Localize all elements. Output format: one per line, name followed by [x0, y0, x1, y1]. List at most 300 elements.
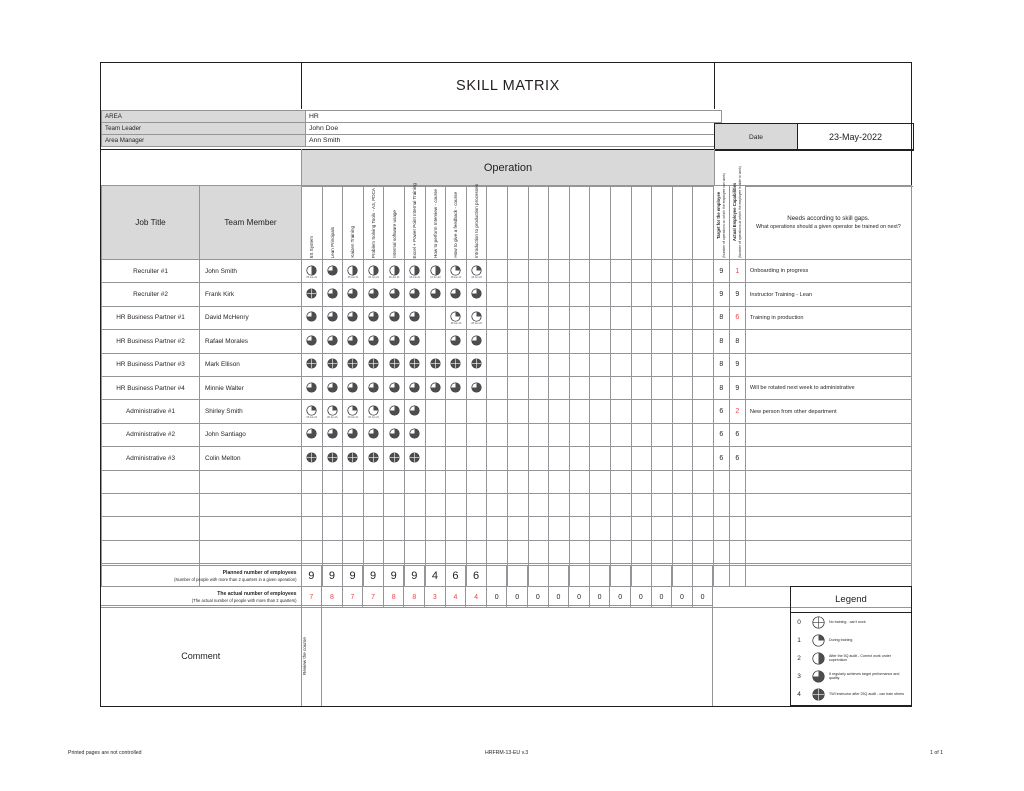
- skill-cell[interactable]: [363, 283, 384, 306]
- skill-cell[interactable]: [466, 447, 487, 470]
- skill-cell[interactable]: [425, 376, 446, 399]
- skill-cell[interactable]: [322, 493, 343, 516]
- skill-cell[interactable]: [590, 353, 611, 376]
- skill-cell[interactable]: [610, 517, 631, 540]
- matrix-row[interactable]: [102, 447, 912, 470]
- skill-cell[interactable]: [610, 447, 631, 470]
- skill-cell[interactable]: [672, 470, 693, 493]
- skill-cell[interactable]: [446, 330, 467, 353]
- skill-cell[interactable]: [487, 283, 508, 306]
- skill-cell[interactable]: [693, 447, 714, 470]
- skill-cell[interactable]: [672, 447, 693, 470]
- row-need-note[interactable]: New person from other department: [745, 400, 911, 423]
- skill-cell[interactable]: 06 Jun 21: [404, 260, 425, 283]
- skill-cell[interactable]: [528, 376, 549, 399]
- skill-cell[interactable]: [528, 260, 549, 283]
- skill-cell[interactable]: 06 Jun 21: [343, 260, 364, 283]
- skill-cell[interactable]: [693, 540, 714, 563]
- matrix-row[interactable]: [102, 353, 912, 376]
- skill-cell[interactable]: [302, 470, 323, 493]
- skill-cell[interactable]: [549, 423, 570, 446]
- skill-cell[interactable]: [610, 400, 631, 423]
- skill-cell[interactable]: [590, 400, 611, 423]
- skill-cell[interactable]: 06 Jun 21: [302, 260, 323, 283]
- skill-cell[interactable]: [528, 330, 549, 353]
- skill-cell[interactable]: [631, 376, 652, 399]
- skill-cell[interactable]: [507, 376, 528, 399]
- skill-cell[interactable]: [404, 470, 425, 493]
- skill-cell[interactable]: 18 Jun 22: [446, 260, 467, 283]
- skill-cell[interactable]: [652, 423, 673, 446]
- skill-cell[interactable]: 06 Jun 21: [343, 400, 364, 423]
- skill-cell[interactable]: [384, 330, 405, 353]
- skill-cell[interactable]: [549, 330, 570, 353]
- row-need-note[interactable]: Training in production: [745, 306, 911, 329]
- skill-cell[interactable]: [384, 447, 405, 470]
- matrix-row[interactable]: [102, 423, 912, 446]
- skill-cell[interactable]: [569, 353, 590, 376]
- skill-cell[interactable]: [610, 306, 631, 329]
- skill-cell[interactable]: [343, 306, 364, 329]
- skill-cell[interactable]: [446, 470, 467, 493]
- skill-cell[interactable]: 28 Jun 22: [446, 306, 467, 329]
- skill-cell[interactable]: [569, 330, 590, 353]
- skill-cell[interactable]: [652, 493, 673, 516]
- skill-cell[interactable]: [610, 353, 631, 376]
- skill-cell[interactable]: [466, 423, 487, 446]
- skill-cell[interactable]: [569, 447, 590, 470]
- skill-cell[interactable]: [487, 400, 508, 423]
- skill-cell[interactable]: [425, 353, 446, 376]
- skill-cell[interactable]: [672, 330, 693, 353]
- skill-cell[interactable]: [652, 517, 673, 540]
- skill-cell[interactable]: [693, 260, 714, 283]
- skill-cell[interactable]: [322, 283, 343, 306]
- skill-cell[interactable]: [404, 330, 425, 353]
- skill-cell[interactable]: [425, 517, 446, 540]
- operation-header-15[interactable]: [610, 186, 631, 260]
- operation-header-3[interactable]: Problem Solving Tools - A3, PDCA: [363, 186, 384, 260]
- skill-cell[interactable]: [302, 376, 323, 399]
- skill-cell[interactable]: [610, 376, 631, 399]
- operation-header-14[interactable]: [590, 186, 611, 260]
- skill-cell[interactable]: [590, 517, 611, 540]
- skill-cell[interactable]: [404, 540, 425, 563]
- skill-cell[interactable]: [343, 470, 364, 493]
- info-value-area[interactable]: HR: [306, 111, 722, 123]
- skill-cell[interactable]: [610, 470, 631, 493]
- skill-cell[interactable]: [404, 517, 425, 540]
- skill-cell[interactable]: [528, 353, 549, 376]
- skill-cell[interactable]: [404, 283, 425, 306]
- matrix-row[interactable]: [102, 470, 912, 493]
- info-value-area-manager[interactable]: Ann Smith: [306, 135, 722, 147]
- skill-cell[interactable]: [652, 283, 673, 306]
- skill-cell[interactable]: [569, 423, 590, 446]
- skill-cell[interactable]: [528, 306, 549, 329]
- operation-header-19[interactable]: [693, 186, 714, 260]
- skill-cell[interactable]: [590, 376, 611, 399]
- skill-cell[interactable]: [590, 493, 611, 516]
- skill-cell[interactable]: [507, 260, 528, 283]
- matrix-row[interactable]: [102, 400, 912, 423]
- skill-cell[interactable]: [672, 376, 693, 399]
- skill-cell[interactable]: [343, 493, 364, 516]
- skill-cell[interactable]: [404, 400, 425, 423]
- skill-cell[interactable]: [569, 517, 590, 540]
- skill-cell[interactable]: [549, 306, 570, 329]
- skill-cell[interactable]: [610, 330, 631, 353]
- operation-header-2[interactable]: Kaizen Training: [343, 186, 364, 260]
- skill-cell[interactable]: [487, 260, 508, 283]
- skill-cell[interactable]: [302, 540, 323, 563]
- skill-cell[interactable]: [466, 330, 487, 353]
- skill-cell[interactable]: [466, 400, 487, 423]
- row-need-note[interactable]: [745, 517, 911, 540]
- skill-cell[interactable]: 28 Jun 22: [466, 306, 487, 329]
- skill-cell[interactable]: 12 Jun 22: [425, 260, 446, 283]
- skill-cell[interactable]: [672, 306, 693, 329]
- operation-header-13[interactable]: [569, 186, 590, 260]
- skill-cell[interactable]: [549, 283, 570, 306]
- skill-cell[interactable]: [466, 470, 487, 493]
- skill-cell[interactable]: [610, 540, 631, 563]
- matrix-row[interactable]: [102, 493, 912, 516]
- skill-cell[interactable]: [487, 517, 508, 540]
- skill-cell[interactable]: [507, 493, 528, 516]
- skill-cell[interactable]: [590, 306, 611, 329]
- skill-cell[interactable]: [631, 540, 652, 563]
- skill-cell[interactable]: [528, 493, 549, 516]
- row-need-note[interactable]: [745, 423, 911, 446]
- skill-cell[interactable]: [528, 517, 549, 540]
- skill-cell[interactable]: [466, 540, 487, 563]
- skill-cell[interactable]: [322, 517, 343, 540]
- skill-cell[interactable]: [302, 493, 323, 516]
- skill-cell[interactable]: [302, 517, 323, 540]
- skill-cell[interactable]: [507, 330, 528, 353]
- skill-cell[interactable]: [363, 330, 384, 353]
- skill-cell[interactable]: [549, 517, 570, 540]
- skill-cell[interactable]: [425, 470, 446, 493]
- row-need-note[interactable]: Instructor Training - Lean: [745, 283, 911, 306]
- matrix-row[interactable]: [102, 306, 912, 329]
- operation-header-16[interactable]: [631, 186, 652, 260]
- skill-cell[interactable]: [549, 447, 570, 470]
- skill-cell[interactable]: [672, 400, 693, 423]
- skill-cell[interactable]: [569, 376, 590, 399]
- skill-cell[interactable]: [487, 470, 508, 493]
- skill-cell[interactable]: [693, 400, 714, 423]
- skill-cell[interactable]: 06 Jun 21: [363, 260, 384, 283]
- skill-cell[interactable]: [302, 330, 323, 353]
- skill-cell[interactable]: [425, 400, 446, 423]
- skill-cell[interactable]: [343, 540, 364, 563]
- skill-cell[interactable]: [528, 447, 549, 470]
- skill-cell[interactable]: [487, 330, 508, 353]
- operation-header-7[interactable]: How to give a feedback - course: [446, 186, 467, 260]
- skill-cell[interactable]: [549, 540, 570, 563]
- skill-cell[interactable]: [631, 283, 652, 306]
- operation-header-9[interactable]: [487, 186, 508, 260]
- skill-cell[interactable]: [590, 470, 611, 493]
- skill-cell[interactable]: [466, 353, 487, 376]
- skill-cell[interactable]: [384, 470, 405, 493]
- skill-cell[interactable]: [384, 376, 405, 399]
- skill-cell[interactable]: [507, 447, 528, 470]
- skill-cell[interactable]: [528, 283, 549, 306]
- skill-cell[interactable]: [384, 283, 405, 306]
- skill-cell[interactable]: [363, 423, 384, 446]
- skill-cell[interactable]: [322, 447, 343, 470]
- skill-cell[interactable]: [384, 493, 405, 516]
- skill-cell[interactable]: [487, 447, 508, 470]
- skill-cell[interactable]: [322, 353, 343, 376]
- skill-cell[interactable]: [343, 423, 364, 446]
- skill-cell[interactable]: [302, 447, 323, 470]
- matrix-row[interactable]: [102, 283, 912, 306]
- skill-cell[interactable]: [363, 493, 384, 516]
- skill-cell[interactable]: [569, 400, 590, 423]
- skill-cell[interactable]: [384, 517, 405, 540]
- skill-cell[interactable]: [652, 353, 673, 376]
- operation-header-0[interactable]: 5S System: [302, 186, 323, 260]
- skill-cell[interactable]: [425, 540, 446, 563]
- skill-cell[interactable]: [343, 517, 364, 540]
- skill-cell[interactable]: [549, 470, 570, 493]
- skill-cell[interactable]: [672, 353, 693, 376]
- comment-label[interactable]: Comment: [101, 606, 301, 707]
- skill-cell[interactable]: [610, 493, 631, 516]
- skill-cell[interactable]: [652, 376, 673, 399]
- skill-cell[interactable]: [528, 423, 549, 446]
- skill-cell[interactable]: [446, 447, 467, 470]
- skill-cell[interactable]: [466, 283, 487, 306]
- skill-cell[interactable]: [302, 283, 323, 306]
- skill-cell[interactable]: [425, 306, 446, 329]
- skill-cell[interactable]: [322, 260, 343, 283]
- skill-cell[interactable]: [528, 540, 549, 563]
- skill-cell[interactable]: [569, 260, 590, 283]
- operation-header-5[interactable]: Excel + Power Point Internal Training: [404, 186, 425, 260]
- skill-cell[interactable]: [549, 400, 570, 423]
- skill-cell[interactable]: [693, 376, 714, 399]
- skill-cell[interactable]: [446, 517, 467, 540]
- skill-cell[interactable]: [528, 470, 549, 493]
- skill-cell[interactable]: [693, 470, 714, 493]
- operation-header-8[interactable]: Introduction to production processes: [466, 186, 487, 260]
- skill-cell[interactable]: [693, 517, 714, 540]
- skill-cell[interactable]: [590, 540, 611, 563]
- skill-cell[interactable]: [590, 283, 611, 306]
- info-value-team-leader[interactable]: John Doe: [306, 123, 722, 135]
- skill-cell[interactable]: [631, 260, 652, 283]
- skill-cell[interactable]: [549, 493, 570, 516]
- skill-cell[interactable]: 06 Jun 21: [322, 400, 343, 423]
- skill-cell[interactable]: [363, 353, 384, 376]
- skill-cell[interactable]: [425, 423, 446, 446]
- row-need-note[interactable]: [745, 470, 911, 493]
- skill-cell[interactable]: [425, 330, 446, 353]
- skill-cell[interactable]: [487, 540, 508, 563]
- skill-cell[interactable]: [569, 306, 590, 329]
- skill-cell[interactable]: [404, 376, 425, 399]
- operation-header-6[interactable]: How to perform Interview - course: [425, 186, 446, 260]
- operation-header-12[interactable]: [549, 186, 570, 260]
- skill-cell[interactable]: [590, 330, 611, 353]
- skill-cell[interactable]: [384, 353, 405, 376]
- row-need-note[interactable]: Onboarding in progress: [745, 260, 911, 283]
- skill-cell[interactable]: [446, 283, 467, 306]
- operation-header-11[interactable]: [528, 186, 549, 260]
- skill-cell[interactable]: [302, 306, 323, 329]
- row-need-note[interactable]: [745, 493, 911, 516]
- skill-cell[interactable]: [343, 376, 364, 399]
- operation-header-17[interactable]: [652, 186, 673, 260]
- skill-cell[interactable]: [652, 470, 673, 493]
- skill-cell[interactable]: [610, 423, 631, 446]
- skill-cell[interactable]: [322, 376, 343, 399]
- skill-cell[interactable]: [446, 376, 467, 399]
- skill-cell[interactable]: [569, 493, 590, 516]
- skill-cell[interactable]: [693, 283, 714, 306]
- date-value[interactable]: 23-May-2022: [798, 124, 914, 151]
- row-need-note[interactable]: [745, 353, 911, 376]
- skill-cell[interactable]: [322, 306, 343, 329]
- skill-cell[interactable]: [507, 423, 528, 446]
- skill-cell[interactable]: [487, 353, 508, 376]
- skill-cell[interactable]: [631, 353, 652, 376]
- skill-cell[interactable]: [672, 493, 693, 516]
- skill-cell[interactable]: [549, 353, 570, 376]
- skill-cell[interactable]: [507, 353, 528, 376]
- skill-cell[interactable]: [404, 447, 425, 470]
- skill-cell[interactable]: [302, 353, 323, 376]
- skill-cell[interactable]: [590, 447, 611, 470]
- skill-cell[interactable]: 06 Jun 21: [384, 260, 405, 283]
- skill-cell[interactable]: [487, 493, 508, 516]
- skill-cell[interactable]: [322, 423, 343, 446]
- skill-cell[interactable]: [384, 423, 405, 446]
- skill-cell[interactable]: 18 Jun 22: [466, 260, 487, 283]
- skill-cell[interactable]: [507, 306, 528, 329]
- skill-cell[interactable]: [343, 283, 364, 306]
- skill-cell[interactable]: [672, 540, 693, 563]
- skill-cell[interactable]: [569, 283, 590, 306]
- skill-cell[interactable]: [652, 306, 673, 329]
- skill-cell[interactable]: [693, 330, 714, 353]
- operation-header-4[interactable]: Internal software usage: [384, 186, 405, 260]
- skill-cell[interactable]: [404, 306, 425, 329]
- skill-cell[interactable]: [404, 353, 425, 376]
- operation-header-10[interactable]: [507, 186, 528, 260]
- skill-cell[interactable]: [446, 493, 467, 516]
- skill-cell[interactable]: [466, 493, 487, 516]
- skill-cell[interactable]: [302, 423, 323, 446]
- skill-cell[interactable]: [652, 400, 673, 423]
- skill-cell[interactable]: [672, 517, 693, 540]
- skill-cell[interactable]: [631, 517, 652, 540]
- skill-cell[interactable]: [631, 330, 652, 353]
- skill-cell[interactable]: [652, 540, 673, 563]
- skill-cell[interactable]: [466, 517, 487, 540]
- skill-cell[interactable]: [363, 470, 384, 493]
- skill-cell[interactable]: [363, 306, 384, 329]
- skill-cell[interactable]: [569, 470, 590, 493]
- skill-cell[interactable]: 06 Jun 21: [302, 400, 323, 423]
- skill-cell[interactable]: [343, 353, 364, 376]
- skill-cell[interactable]: [672, 423, 693, 446]
- skill-cell[interactable]: [693, 353, 714, 376]
- matrix-row[interactable]: [102, 517, 912, 540]
- skill-cell[interactable]: [425, 447, 446, 470]
- row-need-note[interactable]: [745, 447, 911, 470]
- skill-cell[interactable]: [590, 423, 611, 446]
- skill-cell[interactable]: [363, 376, 384, 399]
- skill-cell[interactable]: [610, 283, 631, 306]
- skill-cell[interactable]: [507, 517, 528, 540]
- skill-cell[interactable]: [652, 330, 673, 353]
- skill-cell[interactable]: [590, 260, 611, 283]
- skill-cell[interactable]: [631, 470, 652, 493]
- skill-cell[interactable]: [384, 306, 405, 329]
- skill-cell[interactable]: [322, 540, 343, 563]
- skill-cell[interactable]: [487, 306, 508, 329]
- skill-cell[interactable]: [652, 447, 673, 470]
- skill-cell[interactable]: [693, 423, 714, 446]
- skill-cell[interactable]: [631, 423, 652, 446]
- skill-cell[interactable]: [507, 400, 528, 423]
- skill-cell[interactable]: [693, 306, 714, 329]
- skill-cell[interactable]: [425, 283, 446, 306]
- skill-cell[interactable]: [487, 423, 508, 446]
- row-need-note[interactable]: [745, 330, 911, 353]
- skill-cell[interactable]: 06 Jun 21: [363, 400, 384, 423]
- skill-cell[interactable]: [528, 400, 549, 423]
- skill-cell[interactable]: [693, 493, 714, 516]
- skill-cell[interactable]: [569, 540, 590, 563]
- row-need-note[interactable]: [745, 540, 911, 563]
- row-need-note[interactable]: Will be rotated next week to administrative: [745, 376, 911, 399]
- skill-cell[interactable]: [610, 260, 631, 283]
- skill-cell[interactable]: [672, 283, 693, 306]
- matrix-row[interactable]: [102, 376, 912, 399]
- skill-cell[interactable]: [363, 447, 384, 470]
- skill-cell[interactable]: [343, 447, 364, 470]
- skill-cell[interactable]: [507, 283, 528, 306]
- matrix-row[interactable]: [102, 540, 912, 563]
- skill-cell[interactable]: [466, 376, 487, 399]
- skill-cell[interactable]: [549, 260, 570, 283]
- skill-cell[interactable]: [549, 376, 570, 399]
- matrix-row[interactable]: [102, 330, 912, 353]
- skill-cell[interactable]: [404, 493, 425, 516]
- skill-cell[interactable]: [425, 493, 446, 516]
- skill-cell[interactable]: [631, 306, 652, 329]
- skill-cell[interactable]: [404, 423, 425, 446]
- skill-cell[interactable]: [631, 493, 652, 516]
- skill-cell[interactable]: [446, 540, 467, 563]
- skill-cell[interactable]: [507, 470, 528, 493]
- skill-cell[interactable]: [631, 447, 652, 470]
- skill-cell[interactable]: [631, 400, 652, 423]
- matrix-row[interactable]: [102, 260, 912, 283]
- skill-cell[interactable]: [672, 260, 693, 283]
- skill-cell[interactable]: [363, 540, 384, 563]
- skill-cell[interactable]: [322, 470, 343, 493]
- skill-cell[interactable]: [363, 517, 384, 540]
- skill-cell[interactable]: [384, 400, 405, 423]
